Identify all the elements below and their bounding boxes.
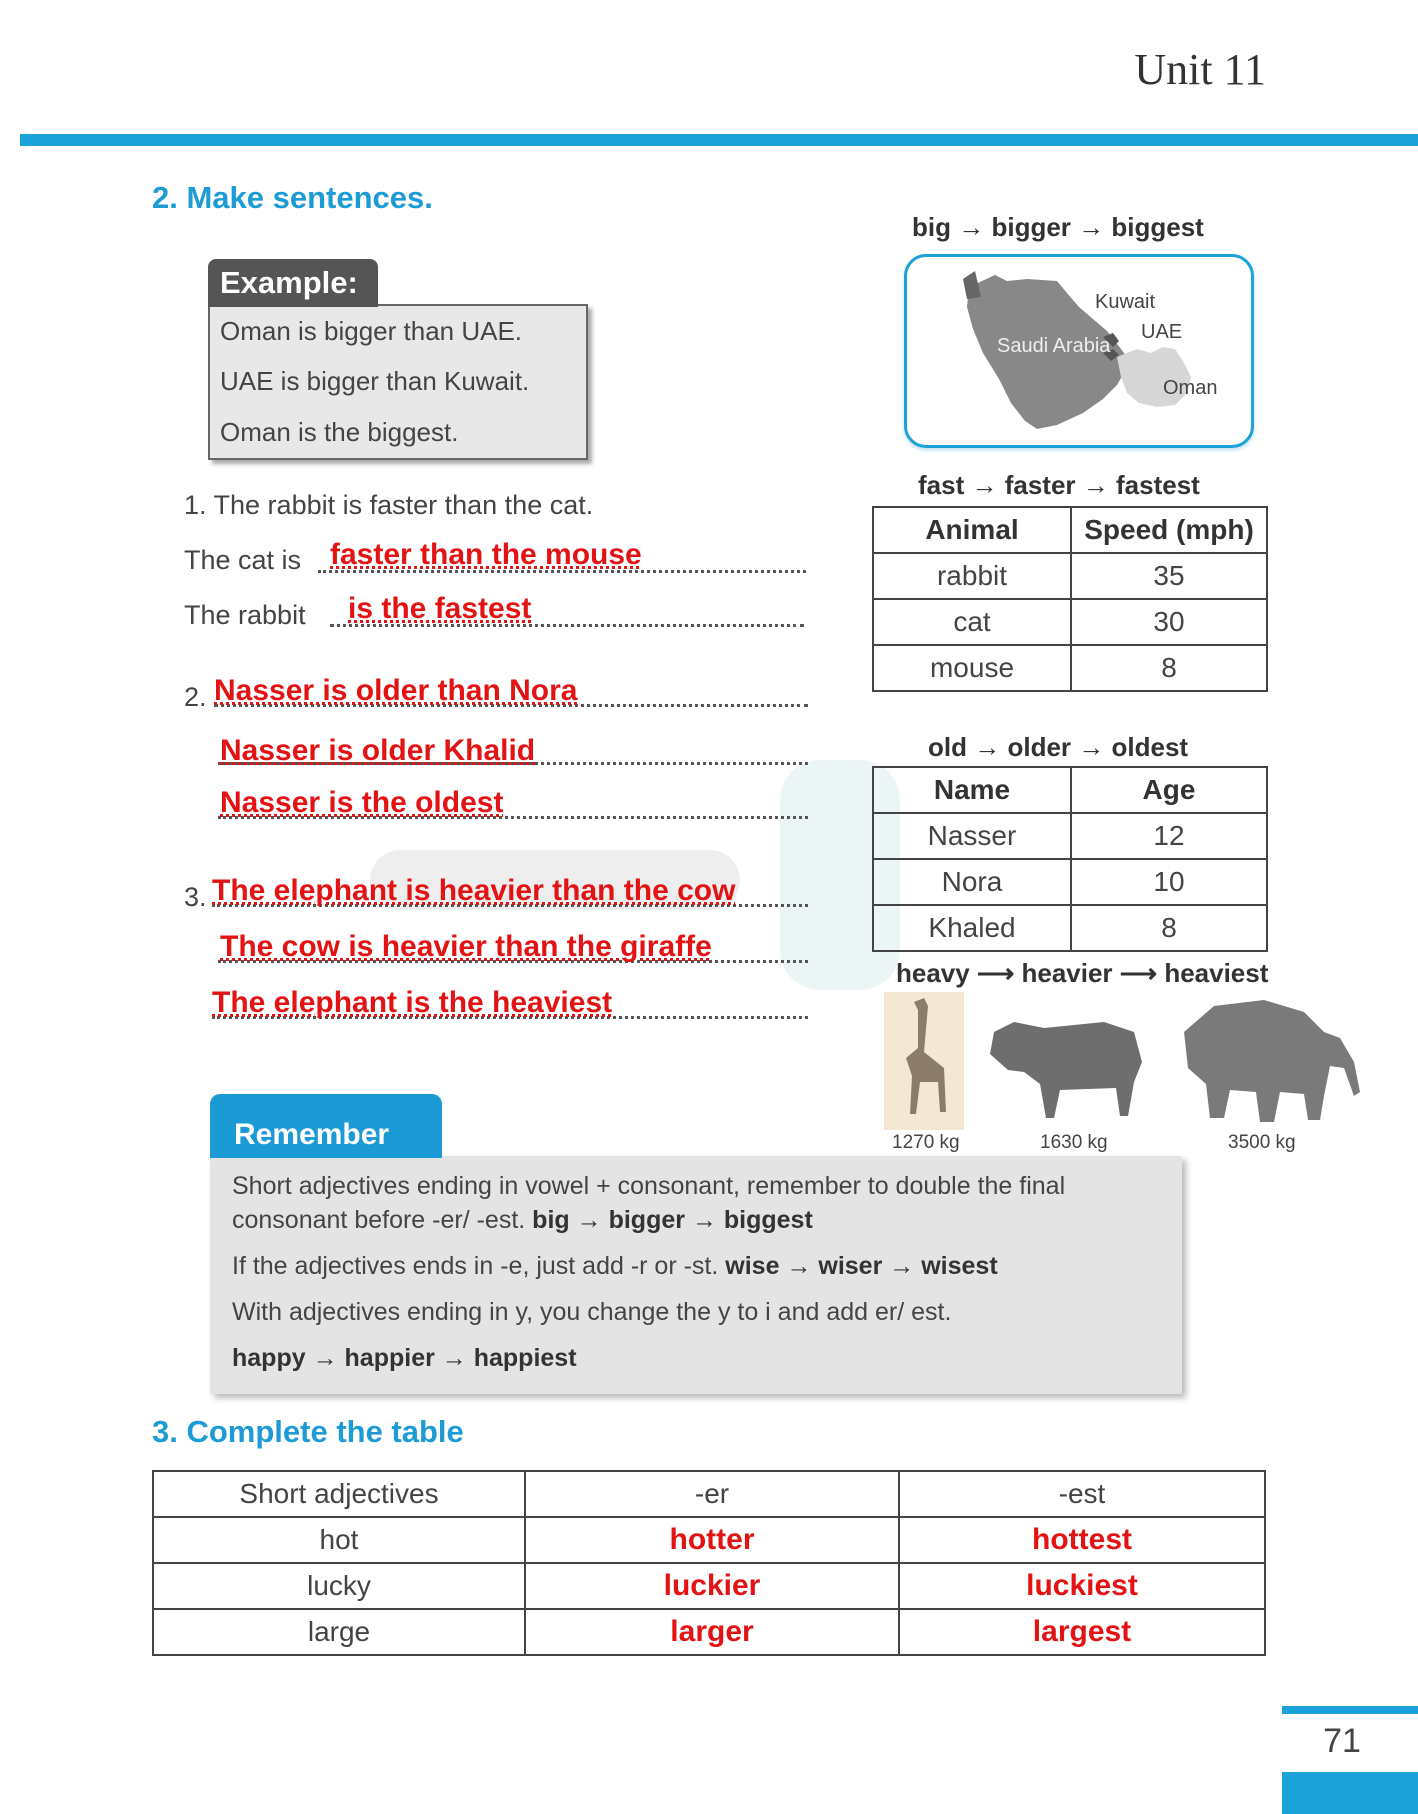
old-form-1: old [928,732,967,762]
big-form-2: bigger [991,212,1071,242]
adj-header-short: Short adjectives [153,1471,525,1517]
q1-stem-a: The cat is [184,545,302,575]
fast-form-3: fastest [1116,470,1200,500]
age-cell: 12 [1071,813,1267,859]
remember-line-2-text: If the adjectives ends in -e, just add -r or -st. [232,1252,719,1280]
q1-prompt: 1. The rabbit is faster than the cat. [184,490,594,520]
remember-label: Remember [210,1094,442,1158]
q3-number: 3. [184,882,207,912]
old-forms [928,732,1188,763]
speed-table [872,506,1268,692]
q3-answer-2: The cow is heavier than the giraffe [220,930,712,963]
remember-ex3-b: happier [344,1344,435,1372]
adj-base: hot [153,1517,525,1563]
arrow-icon: → [441,1344,467,1372]
q1-stem-b: The rabbit [184,600,306,630]
age-cell: 10 [1071,859,1267,905]
adj-est-answer: luckiest [899,1563,1265,1609]
speed-header-speed: Speed (mph) [1071,507,1267,553]
adj-er-answer: luckier [525,1563,899,1609]
map-label-kuwait: Kuwait [1095,291,1156,313]
remember-line-1a: Short adjectives ending in vowel + consonant, remember to double the final [232,1172,1066,1200]
adj-header-er: -er [525,1471,899,1517]
speed-cell: 8 [1071,645,1267,691]
heavy-forms [896,958,1268,989]
arrow-icon: → [312,1344,338,1372]
adj-er-answer: hotter [525,1517,899,1563]
age-cell: 8 [1071,905,1267,951]
remember-ex2-c: wisest [921,1252,998,1280]
age-header-name: Name [873,767,1071,813]
q2-answer-3: Nasser is the oldest [220,786,504,819]
arrow-icon: → [1082,470,1109,500]
remember-ex1-b: bigger [608,1206,685,1234]
old-form-2: older [1007,732,1072,762]
unit-title: Unit 11 [1134,45,1266,94]
q1-answer-a: faster than the mouse [330,538,642,571]
example-label: Example: [208,259,378,307]
remember-ex3-c: happiest [473,1344,577,1372]
elephant-icon [1184,1000,1360,1122]
example-line-3: Oman is the biggest. [220,417,459,447]
remember-line-1b: consonant before -er/ -est. [232,1206,526,1234]
speed-cell: 30 [1071,599,1267,645]
animal-illustrations [884,992,1374,1137]
speed-cell: cat [873,599,1071,645]
remember-line-4 [232,1344,577,1373]
map-label-saudi: Saudi Arabia [997,335,1111,357]
age-cell: Khaled [873,905,1071,951]
speed-header-animal: Animal [873,507,1071,553]
q1-answer-b: is the fastest [348,592,532,625]
big-forms [912,212,1204,243]
adj-est-answer: hottest [899,1517,1265,1563]
page-number-block [1282,1772,1418,1814]
speed-cell: mouse [873,645,1071,691]
adjective-table [152,1470,1266,1656]
arrow-icon: → [691,1206,717,1234]
big-form-3: biggest [1111,212,1204,242]
heavy-form-2: heavier [1021,958,1113,988]
old-form-3: oldest [1111,732,1189,762]
cow-icon [990,1022,1142,1118]
gulf-map [904,254,1254,448]
heavy-form-3: heaviest [1164,958,1269,988]
weight-cow: 1630 kg [1040,1132,1108,1153]
remember-ex2-b: wiser [818,1252,883,1280]
adj-base: lucky [153,1563,525,1609]
section-2-title: 2. Make sentences. [152,180,433,215]
giraffe-icon [884,992,964,1130]
fast-form-1: fast [918,470,965,500]
weight-elephant: 3500 kg [1228,1132,1296,1153]
page-number: 71 [1323,1722,1361,1760]
age-header-age: Age [1071,767,1267,813]
fast-forms [918,470,1200,501]
header-rule [20,134,1418,146]
q2-number: 2. [184,682,207,712]
age-table [872,766,1268,952]
remember-line-1 [232,1206,813,1235]
big-form-1: big [912,212,951,242]
remember-ex1-c: biggest [723,1206,813,1234]
remember-ex2-a: wise [725,1252,780,1280]
adj-header-est: -est [899,1471,1265,1517]
q3-answer-1: The elephant is heavier than the cow [212,874,736,907]
weight-giraffe: 1270 kg [892,1132,960,1153]
remember-ex3-a: happy [232,1344,306,1372]
arrow-icon: → [1078,732,1105,762]
arrow-icon: → [971,470,998,500]
fast-form-2: faster [1004,470,1076,500]
adj-base: large [153,1609,525,1655]
q3-answer-3: The elephant is the heaviest [212,986,613,1019]
long-arrow-icon: ⟶ [976,958,1015,988]
arrow-icon: → [786,1252,812,1280]
arrow-icon: → [958,212,985,242]
map-label-oman: Oman [1163,377,1218,399]
speed-cell: rabbit [873,553,1071,599]
arrow-icon: → [974,732,1001,762]
heavy-form-1: heavy [896,958,970,988]
map-label-uae: UAE [1141,321,1183,343]
q2-answer-2: Nasser is older Khalid [220,734,536,767]
page-number-rule [1282,1706,1418,1714]
speed-cell: 35 [1071,553,1267,599]
remember-line-2 [232,1252,998,1281]
remember-ex1-a: big [532,1206,570,1234]
arrow-icon: → [576,1206,602,1234]
q2-answer-1: Nasser is older than Nora [214,674,578,707]
example-line-1: Oman is bigger than UAE. [220,316,523,346]
section-3-title: 3. Complete the table [152,1414,464,1449]
arrow-icon: → [889,1252,915,1280]
adj-er-answer: larger [525,1609,899,1655]
remember-line-3: With adjectives ending in y, you change the y to i and add er/ est. [232,1298,952,1326]
long-arrow-icon: ⟶ [1119,958,1158,988]
adj-est-answer: largest [899,1609,1265,1655]
age-cell: Nasser [873,813,1071,859]
arrow-icon: → [1078,212,1105,242]
example-line-2: UAE is bigger than Kuwait. [220,366,530,396]
age-cell: Nora [873,859,1071,905]
